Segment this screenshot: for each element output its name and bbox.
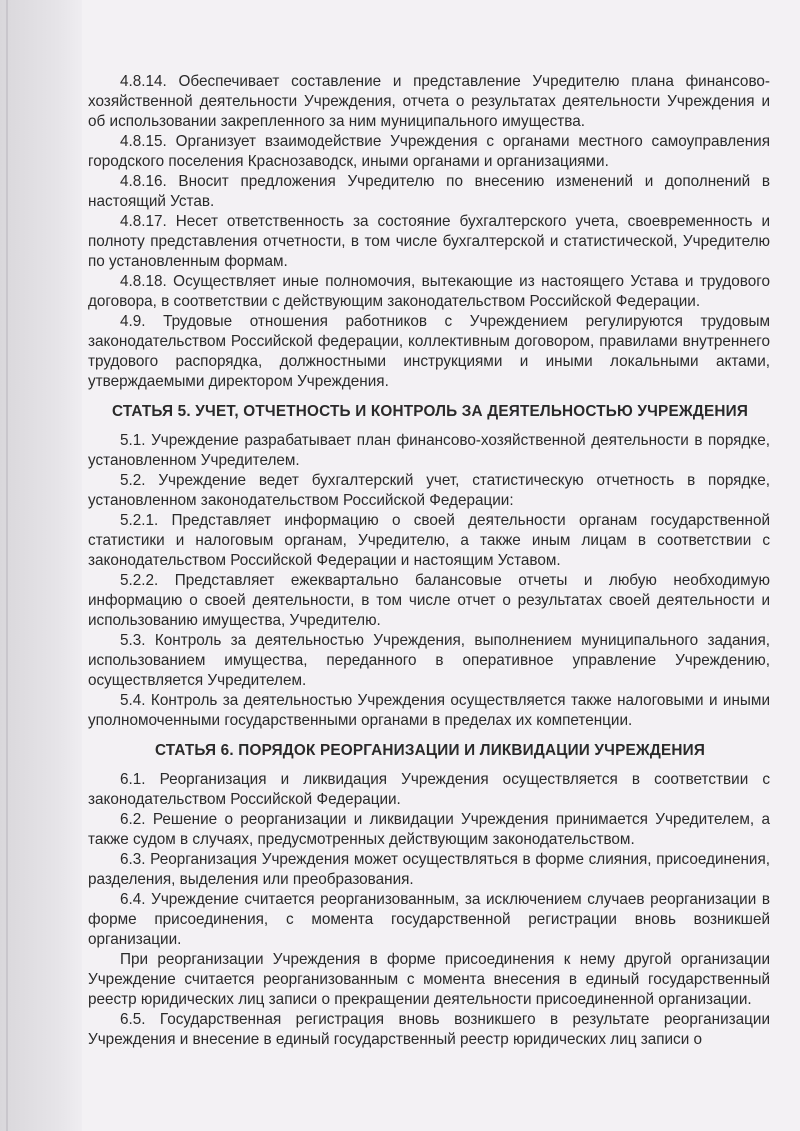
clause-5-2-1: 5.2.1. Представляет информацию о своей деятельности органам государственной статистики и налоговым органам, Учредителю, а также иным лицам в соответствии с законодательством Российской Федерации и настоящим Уставом. — [88, 512, 770, 570]
clause-4-9: 4.9. Трудовые отношения работников с Учреждением регулируются трудовым законодательством Российской федерации, коллективным договором, правилами внутреннего трудового распорядка, должностными инструкциями и иными локальными актами, утверждаемыми директором Учреждения. — [88, 313, 770, 391]
clause-6-3: 6.3. Реорганизация Учреждения может осуществляться в форме слияния, присоединения, разделения, выделения или преобразования. — [88, 851, 770, 889]
clause-5-3: 5.3. Контроль за деятельностью Учреждения, выполнением муниципального задания, использованием имущества, переданного в оперативное управление Учреждению, осуществляется Учредителем. — [88, 632, 770, 690]
clause-4-8-14: 4.8.14. Обеспечивает составление и представление Учредителю плана финансово-хозяйственной деятельности Учреждения, отчета о результатах деятельности Учреждения и об использовании закрепленного за ним муниципального имущества. — [88, 73, 770, 131]
clause-6-5: 6.5. Государственная регистрация вновь возникшего в результате реорганизации Учреждения и внесение в единый государственный реестр юридических лиц записи о — [88, 1011, 770, 1049]
clause-4-8-16: 4.8.16. Вносит предложения Учредителю по внесению изменений и дополнений в настоящий Устав. — [88, 173, 770, 211]
clause-6-2: 6.2. Решение о реорганизации и ликвидации Учреждения принимается Учредителем, а также судом в случаях, предусмотренных действующим законодательством. — [88, 811, 770, 849]
clause-5-4: 5.4. Контроль за деятельностью Учреждения осуществляется также налоговыми и иными уполномоченными государственными органами в пределах их компетенции. — [88, 692, 770, 730]
clause-6-4-merger: При реорганизации Учреждения в форме присоединения к нему другой организации Учреждение считается реорганизованным с момента внесения в единый государственный реестр юридических лиц записи о прекращении деятельности присоединенной организации. — [88, 951, 770, 1009]
clause-4-8-15: 4.8.15. Организует взаимодействие Учреждения с органами местного самоуправления городского поселения Краснозаводск, иными органами и организациями. — [88, 133, 770, 171]
clause-6-4: 6.4. Учреждение считается реорганизованным, за исключением случаев реорганизации в форме присоединения, с момента государственной регистрации вновь возникшей организации. — [88, 891, 770, 949]
clause-4-8-17: 4.8.17. Несет ответственность за состояние бухгалтерского учета, своевременность и полноту представления отчетности, в том числе бухгалтерской и статистической, Учредителю по установленным формам. — [88, 213, 770, 271]
clause-6-1: 6.1. Реорганизация и ликвидация Учреждения осуществляется в соответствии с законодательством Российской Федерации. — [88, 771, 770, 809]
clause-5-1: 5.1. Учреждение разрабатывает план финансово-хозяйственной деятельности в порядке, установленном Учредителем. — [88, 432, 770, 470]
clause-5-2: 5.2. Учреждение ведет бухгалтерский учет, статистическую отчетность в порядке, установленном законодательством Российской Федерации: — [88, 472, 770, 510]
section-5-heading: СТАТЬЯ 5. УЧЕТ, ОТЧЕТНОСТЬ И КОНТРОЛЬ ЗА ДЕЯТЕЛЬНОСТЬЮ УЧРЕЖДЕНИЯ — [111, 402, 749, 420]
clause-5-2-2: 5.2.2. Представляет ежеквартально балансовые отчеты и любую необходимую информацию о своей деятельности, в том числе отчет о результатах своей деятельности и использованию имущества, Учредителю. — [88, 572, 770, 630]
clause-4-8-18: 4.8.18. Осуществляет иные полномочия, вытекающие из настоящего Устава и трудового договора, в соответствии с действующим законодательством Российской Федерации. — [88, 273, 770, 311]
section-6-heading: СТАТЬЯ 6. ПОРЯДОК РЕОРГАНИЗАЦИИ И ЛИКВИДАЦИИ УЧРЕЖДЕНИЯ — [154, 741, 706, 759]
